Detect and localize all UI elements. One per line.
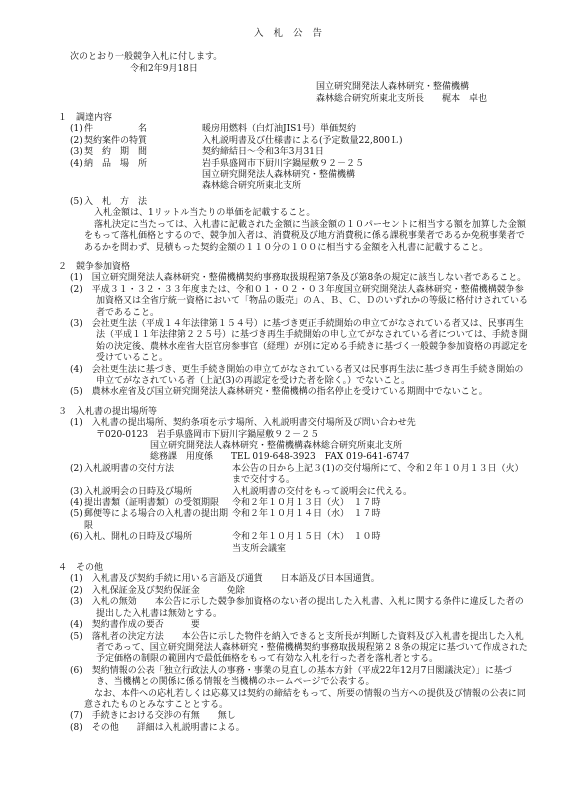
issuer-name: 森林総合研究所東北支所長 梶本 卓也 — [316, 93, 488, 104]
s1-item-1: (1) 件 名 暖房用燃料（白灯油JIS1号）単価契約 — [70, 124, 357, 135]
section-4-heading: ４ その他 — [58, 563, 104, 574]
s4-item-8: (8) その他 詳細は入札説明書による。 — [70, 722, 245, 733]
s2-item-3: (3) 会社更生法（平成１４年法律第１５４号）に基づき更正手続開始の申立てがなされている者又は、民事再生法（平成１１年法律第２２５号）に基づき再生手続開始の申し立てがなされている者については、手続き開始の決定後、農林水産省大臣官房参事官（経理）が別に定める手続きに基づく一般競争参加資格の再認定を受けていること。 — [70, 318, 529, 364]
s4-item-3: (3) 入札の無効 本公告に示した競争参加資格のない者の提出した入札書、入札に関する条件に違反した者の提出した入札書は無効とする。 — [70, 597, 524, 619]
delivery-branch: 森林総合研究所東北支所 — [202, 181, 302, 192]
document-title: 入札公告 — [253, 28, 332, 39]
s4-item-5: (5) 落札者の決定方法 本公告に示した物件を納入できると支所長が判断した資料及び入札書を提出した入札者であって、国立研究開発法人森林研究・整備機構契約事務取扱規程第２８条の規定に基づいて作成された予定価格の制限の範囲内で最低価格をもって有効な入札を行った者を落札者とする。 — [70, 631, 528, 665]
contact-address: 〒020-0123 岩手県盛岡市下厨川字鍋屋敷９２－２５ — [96, 429, 320, 440]
s1-item-4: (4) 納 品 場 所 岩手県盛岡市下厨川字鍋屋敷９２－２５ — [70, 158, 365, 169]
section-1-heading: １ 調達内容 — [58, 113, 113, 124]
s4-item-6-note: なお、本件への応札若しくは応募又は契約の締結をもって、所要の情報の当方への提供及び情報の公表に同意されたものとみなすこととする。 — [84, 688, 526, 710]
s3-item-4: (4) 提出書類（証明書類）の受領期限 令和２年１０月１３日（火） １７時 — [70, 498, 381, 509]
s1-item-2: (2) 契約案件の特質 入札説明書及び仕様書による(予定数量22,800Ｌ) — [70, 135, 403, 146]
section-2-heading: ２ 競争参加資格 — [58, 261, 131, 272]
issuer-organization: 国立研究開発法人森林研究・整備機構 — [316, 82, 470, 93]
contact-organization: 国立研究開発法人森林研究・整備機構森林総合研究所東北支所 — [150, 441, 403, 451]
intro-text: 次のとおり一般競争入札に付します。 — [70, 52, 223, 63]
s3-item-2: (2) 入札説明書の交付方法 本公告の日から上記３(1)の交付場所にて、令和２年１０月１３日（火）まで交付する。 — [70, 463, 524, 486]
s4-item-4: (4) 契約書作成の要否 要 — [70, 620, 200, 631]
section-3-heading: ３ 入札書の提出場所等 — [58, 406, 158, 417]
s2-item-1: (1) 国立研究開発法人森林研究・整備機構契約事務取扱規程第7条及び第8条の規定に該当しない者であること。 — [70, 273, 527, 284]
s2-item-4: (4) 会社更生法に基づき、更生手続き開始の申立てがなされている者又は民事再生法に基づき再生手続き開始の申立てがなされている者（上記(3)の再認定を受けた者を除く。）でないこと。 — [70, 364, 524, 386]
bid-method-text-1: 入札金額は、1リットル当たりの単価を記載すること。 — [94, 208, 316, 219]
s2-item-2: (2) 平成３１・３２・３３年度または、令和０１・０２・０３年度国立研究開発法人森林研究・整備機構競争参加資格又は全省庁統一資格において「物品の販売」のＡ、Ｂ、Ｃ、Ｄのいずれかの等級に格付けされている者であること。 — [70, 284, 529, 318]
s4-item-1: (1) 入札書及び契約手続に用いる言語及び通貨 日本語及び日本国通貨。 — [70, 574, 380, 585]
s1-item-5: (5) 入 札 方 法 — [70, 196, 148, 207]
s4-item-2: (2) 入札保証金及び契約保証金 免除 — [70, 585, 245, 596]
s2-item-5: (5) 農林水産省及び国立研究開発法人森林研究・整備機構の指名停止を受けている期間中でないこと。 — [70, 387, 488, 398]
delivery-org: 国立研究開発法人森林研究・整備機構 — [202, 170, 356, 181]
s1-item-3: (3) 契 約 期 間 契約締結日～令和3年3月31日 — [70, 147, 324, 158]
s4-item-7: (7) 手続きにおける交渉の有無 無し — [70, 711, 236, 722]
s3-item-5: (5) 郵便等による場合の入札書の提出期限 令和２年１０月１４日（水） １７時 — [70, 509, 381, 531]
opening-place: 当支所会議室 — [232, 543, 287, 554]
document-page — [58, 28, 528, 734]
s4-item-6: (6) 契約情報の公表「独立行政法人の事務・事業の見直しの基本方針（平成22年12月7日閣議決定）」に基づき、当機構との関係に係る情報を当機構のホームページで公表する。 — [70, 665, 512, 688]
bid-method-text-2: 落札決定に当たっては、入札書に記載された金額に当該金額の１０パーセントに相当する額を加算した金額をもって落札価格とするので、競争加入者は、消費税及び地方消費税に係る課税事業者であるか免税事業者であるかを問わず、見積もった契約金額の１１０分の１００に相当する金額を入札書に記載すること。 — [84, 219, 526, 253]
contact-phone-fax: 総務課 用度係 TEL 019-648-3923 FAX 019-641-6747 — [150, 452, 410, 463]
s3-item-6: (6) 入札、開札の日時及び場所 令和２年１０月１５日（木） １０時 — [70, 532, 381, 543]
s3-item-1: (1) 入札書の提出場所、契約条項を示す場所、入札説明書交付場所及び問い合わせ先 — [70, 418, 416, 429]
s3-item-3: (3) 入札説明会の日時及び場所 入札説明書の交付をもって説明会に代える。 — [70, 486, 413, 497]
announcement-date: 令和2年9月18日 — [130, 63, 198, 74]
